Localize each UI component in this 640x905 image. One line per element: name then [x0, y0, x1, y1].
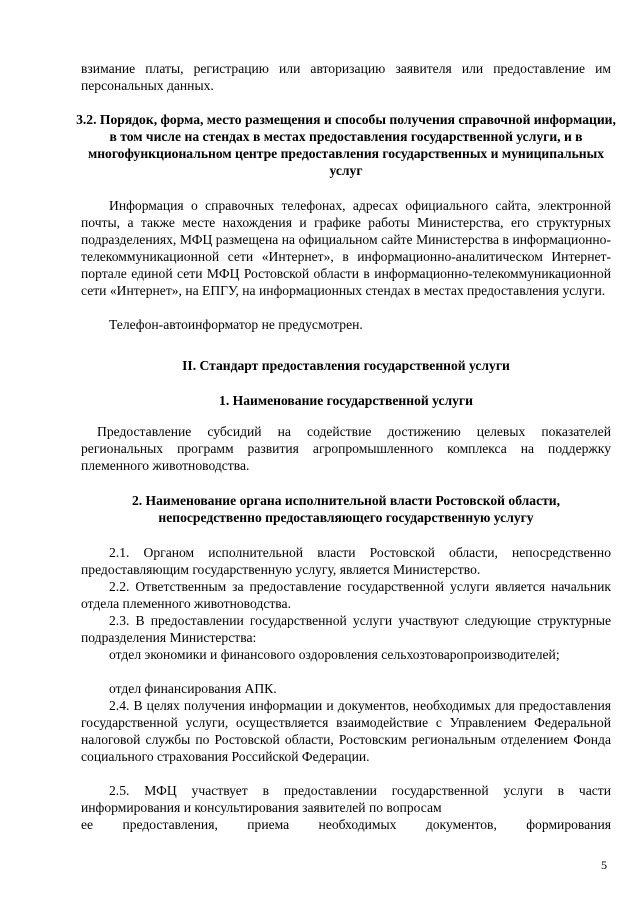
- paragraph-2-4: 2.4. В целях получения информации и документов, необходимых для предоставления государственной услуги, осуществляется взаимодействие с Управлением Федеральной налоговой службы по Ростовской области, Ростовским региональным отделением Фонда социального страхования Российской Федерации.: [81, 698, 611, 764]
- service-name-paragraph: Предоставление субсидий на содействие достижению целевых показателей региональных программ развития агропромышленного комплекса на поддержку племенного животноводства.: [81, 424, 611, 473]
- chapter-II-heading: II. Стандарт предоставления государственной услуги: [182, 358, 510, 373]
- page-number: 5: [601, 858, 607, 872]
- paragraph-2-5: 2.5. МФЦ участвует в предоставлении государственной услуги в части информирования и консультирования заявителей по вопросам: [81, 783, 611, 815]
- info-paragraph: Информация о справочных телефонах, адресах официального сайта, электронной почты, а также месте нахождения и графике работы Министерства, его структурных подразделениях, МФЦ размещена на официальном сайте Министерства в информационно-телекоммуникационной сети «Интернет», в информационно-аналитическом Интернет-портале единой сети МФЦ Ростовской области в информационно-телекоммуникационной сети «Интернет», на ЕПГУ, на информационных стендах в местах предоставления услуги.: [81, 198, 611, 298]
- department-item-2: отдел финансирования АПК.: [109, 681, 277, 696]
- department-item-1: отдел экономики и финансового оздоровления сельхозтоваропроизводителей;: [109, 647, 560, 662]
- section-3-2-heading: 3.2. Порядок, форма, место размещения и способы получения справочной информации, в том числе на стендах в местах предоставления государственной услуги, и в многофункциональном центре предоставления государственных и муниципальных услуг: [76, 112, 616, 178]
- paragraph-2-2: 2.2. Ответственным за предоставление государственной услуги является начальник отдела племенного животноводства.: [81, 579, 611, 611]
- paragraph-2-3: 2.3. В предоставлении государственной услуги участвуют следующие структурные подразделения Министерства:: [81, 613, 611, 645]
- intro-paragraph: взимание платы, регистрацию или авторизацию заявителя или предоставление им персональных данных.: [81, 61, 611, 93]
- phone-paragraph: Телефон-автоинформатор не предусмотрен.: [109, 317, 363, 332]
- section-2-heading: 2. Наименование органа исполнительной власти Ростовской области, непосредственно предоставляющего государственную услугу: [131, 493, 561, 525]
- section-1-heading: 1. Наименование государственной услуги: [219, 393, 473, 408]
- paragraph-2-5-last-line: ее предоставления, приема необходимых документов, формирования: [81, 817, 611, 832]
- paragraph-2-1: 2.1. Органом исполнительной власти Ростовской области, непосредственно предоставляющим государственную услугу, является Министерство.: [81, 545, 611, 577]
